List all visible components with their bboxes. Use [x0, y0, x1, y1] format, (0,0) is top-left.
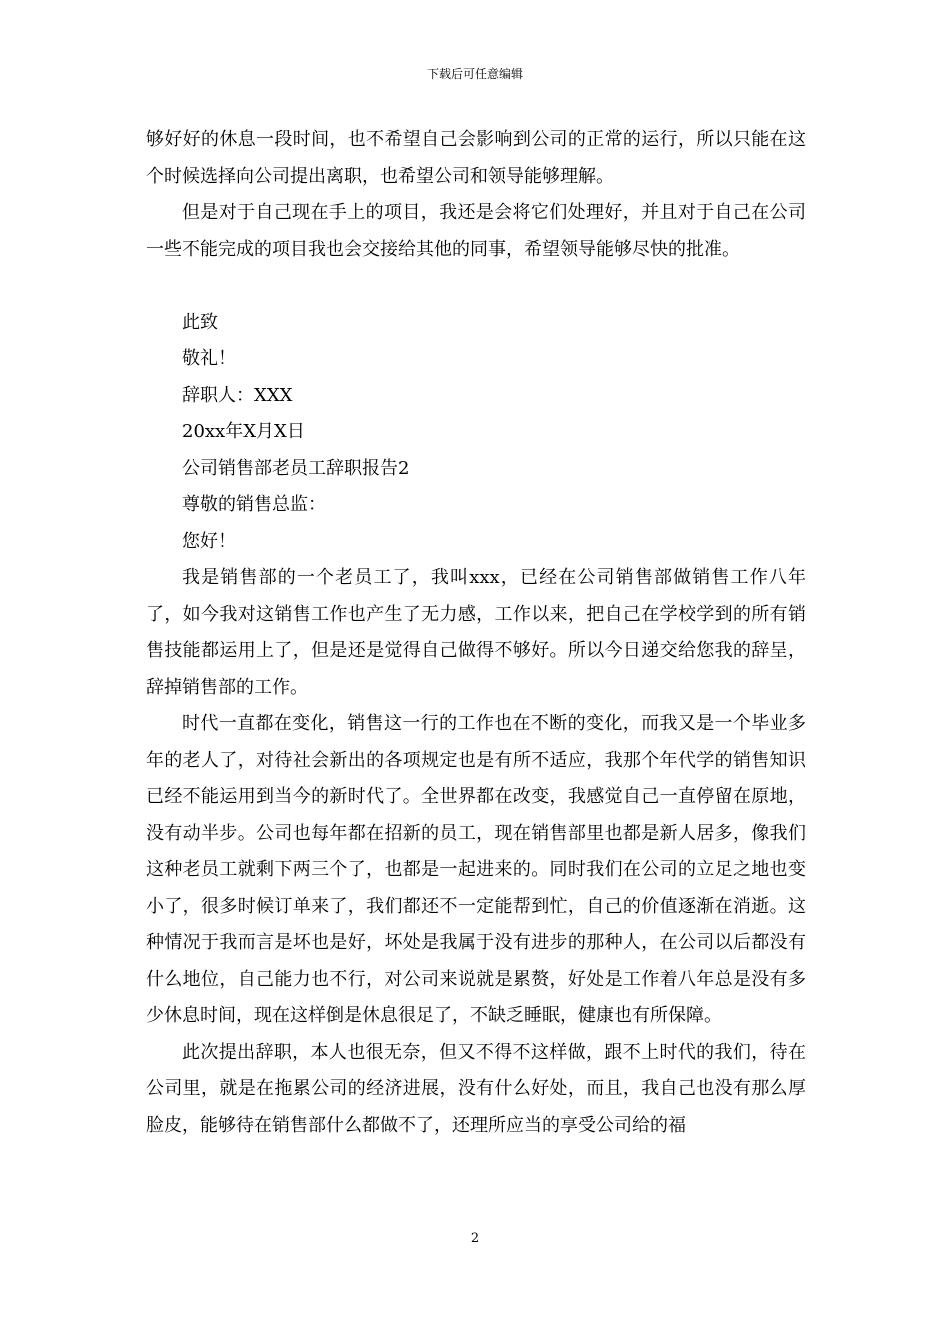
blank-line — [146, 268, 806, 305]
salutation-line: 尊敬的销售总监： — [182, 494, 326, 515]
paragraph-introduction: 我是销售部的一个老员工了，我叫xxx，已经在公司销售部做销售工作八年了，如今我对这销售工作也产生了无力感，工作以来，把自己在学校学到的所有销售技能都运用上了，但是还是觉得自己做得不够好。所以今日递交给您我的辞呈，辞掉销售部的工作。 — [146, 567, 806, 698]
date-line: 20xx年X月X日 — [182, 421, 305, 442]
report-title: 公司销售部老员工辞职报告2 — [182, 457, 410, 479]
paragraph-continuation: 够好好的休息一段时间，也不希望自己会影响到公司的正常的运行，所以只能在这个时候选择向公司提出离职，也希望公司和领导能够理解。 — [146, 129, 806, 187]
signer-line: 辞职人：XXX — [182, 384, 293, 406]
paragraph-changing-times: 时代一直都在变化，销售这一行的工作也在不断的变化，而我又是一个毕业多年的老人了，对待社会新出的各项规定也是有所不适应，我那个年代学的销售知识已经不能运用到当今的新时代了。全世界都在改变，我感觉自己一直停留在原地，没有动半步。公司也每年都在招新的员工，现在销售部里也都是新人居多，像我们这种老员工就剩下两三个了，也都是一起进来的。同时我们在公司的立足之地也变小了，很多时候订单来了，我们都还不一定能帮到忙，自己的价值逐渐在消逝。这种情况于我而言是坏也是好，坏处是我属于没有进步的那种人，在公司以后都没有什么地位，自己能力也不行，对公司来说就是累赘，好处是工作着八年总是没有多少休息时间，现在这样倒是休息很足了，不缺乏睡眠，健康也有所保障。 — [146, 713, 806, 1026]
closing-line-1: 此致 — [182, 311, 218, 333]
paragraph-project-handover: 但是对于自己现在手上的项目，我还是会将它们处理好，并且对于自己在公司一些不能完成的项目我也会交接给其他的同事，希望领导能够尽快的批准。 — [146, 202, 806, 260]
paragraph-resignation-reason: 此次提出辞职，本人也很无奈，但又不得不这样做，跟不上时代的我们，待在公司里，就是在拖累公司的经济进展，没有什么好处，而且，我自己也没有那么厚脸皮，能够待在销售部什么都做不了，还理所应当的享受公司给的福 — [146, 1041, 806, 1136]
greeting-line: 您好！ — [182, 530, 236, 552]
closing-line-2: 敬礼！ — [182, 348, 236, 369]
page-number: 2 — [470, 1231, 480, 1246]
page-header: 下载后可任意编辑 — [426, 67, 523, 81]
document-body — [146, 122, 806, 1144]
